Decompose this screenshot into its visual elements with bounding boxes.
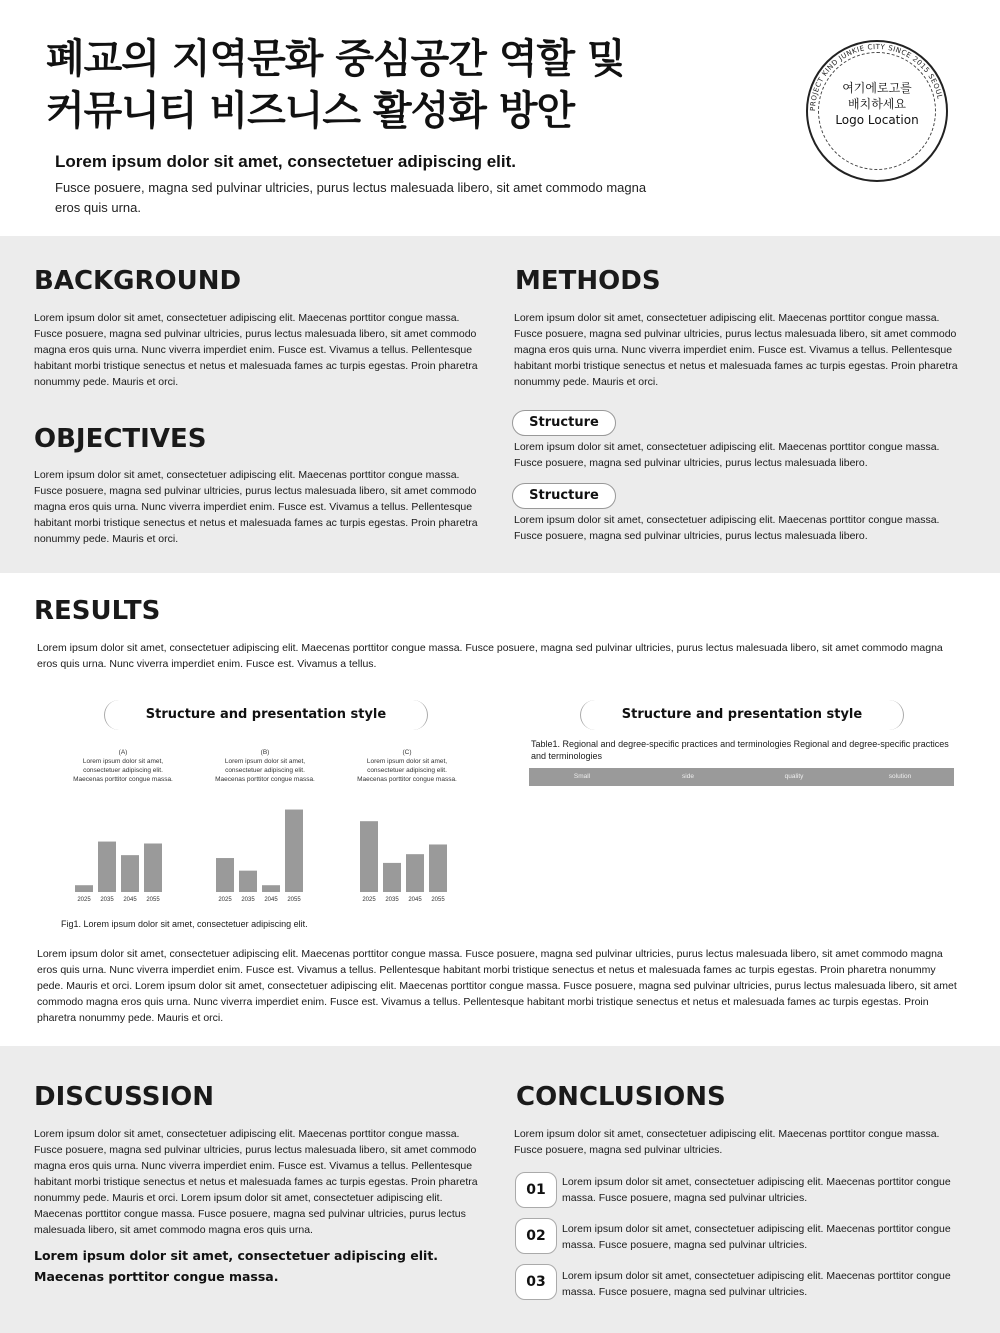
bar [144,844,162,893]
page-description: Fusce posuere, magna sed pulvinar ultricies, purus lectus malesuada libero, sit amet commodo magna eros quis urna. [55,180,647,215]
conclusions-intro: Lorem ipsum dolor sit amet, consectetuer adipiscing elit. Maecenas porttitor congue massa. Fusce posuere, magna sed pulvinar ultricies. [514,1128,940,1156]
methods-heading: METHODS [515,266,661,296]
methods-text: Lorem ipsum dolor sit amet, consectetuer adipiscing elit. Maecenas porttitor congue massa. Fusce posuere, magna sed pulvinar ultricies, purus lectus malesuada libero, sit amet commodo magna eros quis urna. Nunc viverra imperdiet enim. Fusce est. Vivamus a tellus. Pellentesque habitant morbi tristique senectus et netus et malesuada fames ac turpis egestas. Proin pharetra nonummy pede. Mauris et orci. [514,312,958,388]
bar [360,821,378,892]
structure-pill-2: Structure [512,483,616,509]
conclusion-text-2: Lorem ipsum dolor sit amet, consectetuer adipiscing elit. Maecenas porttitor congue massa. Fusce posuere, magna sed pulvinar ultricies. [562,1223,951,1251]
objectives-heading: OBJECTIVES [34,424,207,454]
bar [239,871,257,892]
bar [285,810,303,892]
structure-text-2: Lorem ipsum dolor sit amet, consectetuer adipiscing elit. Maecenas porttitor congue massa. Fusce posuere, magna sed pulvinar ultricies, purus lectus malesuada libero. [514,514,940,542]
logo-line-3: Logo Location [835,113,919,127]
x-tick-label: 2035 [385,897,399,903]
table-header-cell: solution [888,773,912,780]
bar [75,885,93,892]
background-heading: BACKGROUND [34,266,242,296]
chart-c-panel-label: (C) [402,749,412,756]
logo-line-2: 배치하세요 [848,97,906,111]
right-panel-title: Structure and presentation style [580,700,904,730]
x-tick-label: 2045 [408,897,422,903]
chart-a-caption: Lorem ipsum dolor sit amet, consectetuer adipiscing elit. Maecenas porttitor congue massa. [73,758,173,783]
chart-b-caption: Lorem ipsum dolor sit amet, consectetuer adipiscing elit. Maecenas porttitor congue massa. [215,758,315,783]
bar [262,885,280,892]
x-tick-label: 2025 [218,897,232,903]
left-panel-title: Structure and presentation style [104,700,428,730]
bar [98,842,116,892]
table-header-row [529,768,954,786]
structure-text-1: Lorem ipsum dolor sit amet, consectetuer adipiscing elit. Maecenas porttitor congue massa. Fusce posuere, magna sed pulvinar ultricies, purus lectus malesuada libero. [514,441,940,469]
page-subtitle: Lorem ipsum dolor sit amet, consectetuer adipiscing elit. [55,152,516,171]
logo-line-1: 여기에로고를 [842,81,912,95]
figure-caption: Fig1. Lorem ipsum dolor sit amet, consectetuer adipiscing elit. [61,919,308,929]
discussion-highlight: Lorem ipsum dolor sit amet, consectetuer adipiscing elit. Maecenas porttitor congue massa. [34,1248,439,1284]
svg-text:PROJECT KIND JUNKIE CITY SINCE: PROJECT KIND JUNKIE CITY SINCE 2015 SEOUL [808,42,944,112]
x-tick-label: 2025 [362,897,376,903]
bar [383,863,401,892]
x-tick-label: 2045 [123,897,137,903]
results-intro: Lorem ipsum dolor sit amet, consectetuer adipiscing elit. Maecenas porttitor congue massa. Fusce posuere, magna sed pulvinar ultricies, purus lectus malesuada libero, sit amet commodo magna eros quis urna. Nunc viverra imperdiet enim. Fusce est. Vivamus a tellus. [37,642,943,670]
conclusion-number-3: 03 [515,1264,557,1300]
x-tick-label: 2025 [77,897,91,903]
table-header-cell: quality [784,773,804,780]
x-tick-label: 2045 [264,897,278,903]
chart-c-label [352,748,462,784]
logo-placeholder [806,80,948,128]
bar-charts [60,795,480,910]
conclusion-number-1: 01 [515,1172,557,1208]
bar [406,854,424,892]
conclusion-number-2: 02 [515,1218,557,1254]
chart-a-label [68,748,178,784]
table-caption: Table1. Regional and degree-specific practices and terminologies Regional and degree-specific practices and terminologies [531,739,949,761]
table-header-cell: side [682,773,694,780]
page-title-line-1: 폐교의 지역문화 중심공간 역할 및 [46,36,625,82]
chart-b-label [210,748,320,784]
x-tick-label: 2055 [431,897,445,903]
conclusions-heading: CONCLUSIONS [516,1082,726,1112]
results-closing: Lorem ipsum dolor sit amet, consectetuer adipiscing elit. Maecenas porttitor congue massa. Fusce posuere, magna sed pulvinar ultricies, purus lectus malesuada libero, sit amet commodo magna eros quis urna. Nunc viverra imperdiet enim. Fusce est. Vivamus a tellus. Pellentesque habitant morbi tristique senectus et netus et malesuada fames ac turpis egestas. Proin pharetra nonummy pede. Mauris et orci. Lorem ipsum dolor sit amet, consectetuer adipiscing elit. Maecenas porttitor congue massa. Fusce posuere, magna sed pulvinar ultricies, purus lectus malesuada libero, sit amet commodo magna eros quis urna. Nunc viverra imperdiet enim. Fusce est. Vivamus a tellus. Pellentesque habitant morbi tristique senectus et netus et malesuada fames ac turpis egestas. Proin pharetra nonummy pede. Mauris et orci. [37,948,957,1024]
table-header-cell: Small [573,773,591,780]
background-text: Lorem ipsum dolor sit amet, consectetuer adipiscing elit. Maecenas porttitor congue massa. Fusce posuere, magna sed pulvinar ultricies, purus lectus malesuada libero, sit amet commodo magna eros quis urna. Nunc viverra imperdiet enim. Fusce est. Vivamus a tellus. Pellentesque habitant morbi tristique senectus et netus et malesuada fames ac turpis egestas. Proin pharetra nonummy pede. Mauris et orci. [34,312,478,388]
x-tick-label: 2055 [146,897,160,903]
bar [429,844,447,892]
page-title-line-2: 커뮤니티 비즈니스 활성화 방안 [46,88,575,134]
discussion-heading: DISCUSSION [34,1082,214,1112]
objectives-text: Lorem ipsum dolor sit amet, consectetuer adipiscing elit. Maecenas porttitor congue massa. Fusce posuere, magna sed pulvinar ultricies, purus lectus malesuada libero, sit amet commodo magna eros quis urna. Nunc viverra imperdiet enim. Fusce est. Vivamus a tellus. Pellentesque habitant morbi tristique senectus et netus et malesuada fames ac turpis egestas. Proin pharetra nonummy pede. Mauris et orci. [34,469,478,545]
chart-b-panel-label: (B) [260,749,270,756]
conclusion-text-3: Lorem ipsum dolor sit amet, consectetuer adipiscing elit. Maecenas porttitor congue massa. Fusce posuere, magna sed pulvinar ultricies. [562,1270,951,1298]
x-tick-label: 2055 [287,897,301,903]
results-heading: RESULTS [34,596,161,626]
chart-a-panel-label: (A) [118,749,128,756]
conclusion-text-1: Lorem ipsum dolor sit amet, consectetuer adipiscing elit. Maecenas porttitor congue massa. Fusce posuere, magna sed pulvinar ultricies. [562,1176,951,1204]
structure-pill-1: Structure [512,410,616,436]
chart-c-caption: Lorem ipsum dolor sit amet, consectetuer adipiscing elit. Maecenas porttitor congue massa. [357,758,457,783]
bar [216,858,234,892]
x-tick-label: 2035 [100,897,114,903]
discussion-text: Lorem ipsum dolor sit amet, consectetuer adipiscing elit. Maecenas porttitor congue massa. Fusce posuere, magna sed pulvinar ultricies, purus lectus malesuada libero, sit amet commodo magna eros quis urna. Nunc viverra imperdiet enim. Fusce est. Vivamus a tellus. Pellentesque habitant morbi tristique senectus et netus et malesuada fames ac turpis egestas. Proin pharetra nonummy pede. Mauris et orci. Lorem ipsum dolor sit amet, consectetuer adipiscing elit. Maecenas porttitor congue massa. Fusce posuere, magna sed pulvinar ultricies, purus lectus malesuada libero, sit amet commodo magna eros quis urna. [34,1128,478,1236]
x-tick-label: 2035 [241,897,255,903]
bar [121,855,139,892]
